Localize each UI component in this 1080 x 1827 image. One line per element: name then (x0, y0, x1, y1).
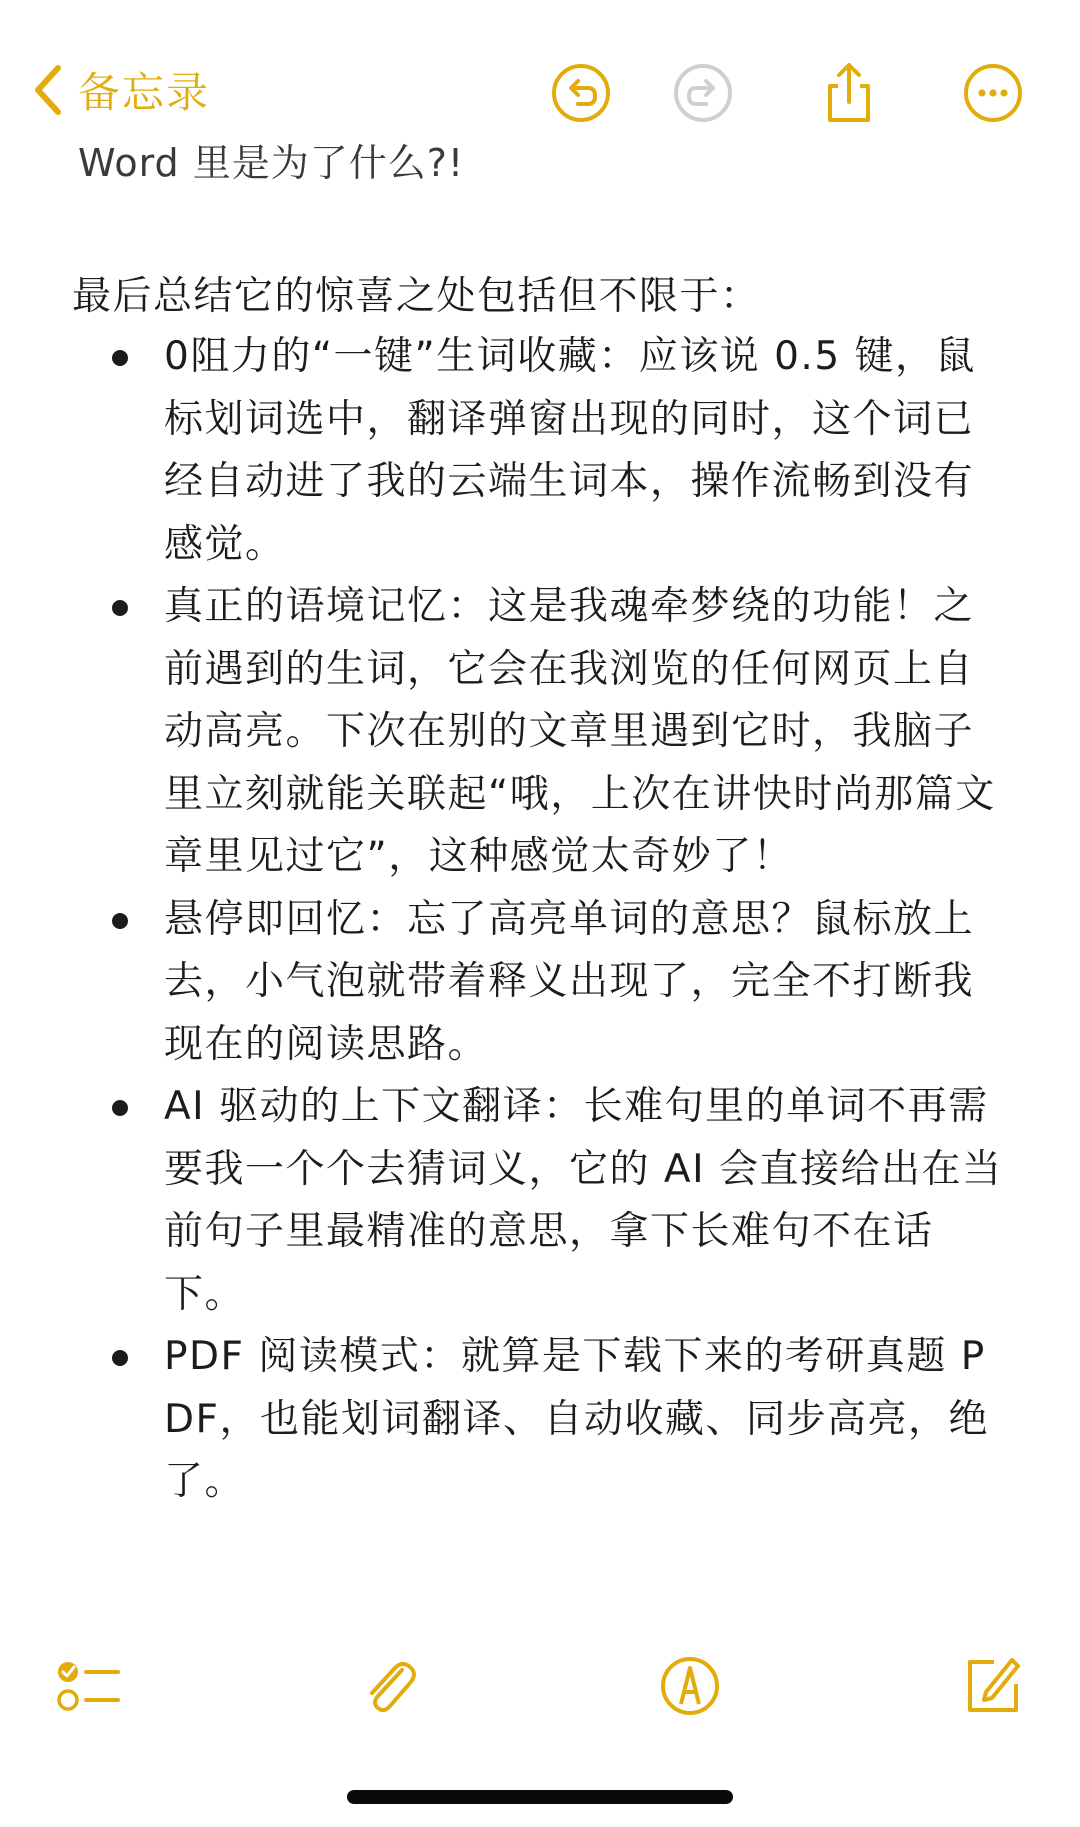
list-item (72, 576, 1012, 889)
checklist-button[interactable] (54, 1652, 122, 1720)
markup-icon (656, 1652, 724, 1720)
bullet-dot-icon (112, 600, 128, 616)
back-label: 备忘录 (78, 68, 211, 117)
compose-icon (958, 1652, 1026, 1720)
list-item (72, 1076, 1012, 1326)
more-icon (960, 60, 1026, 126)
home-indicator[interactable] (347, 1790, 733, 1804)
navigation-bar (0, 40, 1080, 140)
back-button[interactable] (30, 58, 210, 122)
bullet-dot-icon (112, 913, 128, 929)
bottom-toolbar (0, 1640, 1080, 1730)
redo-button[interactable] (670, 60, 736, 126)
bullet-dot-icon (112, 1100, 128, 1116)
bullet-dot-icon (112, 350, 128, 366)
list-item-text: AI 驱动的上下文翻译：长难句里的单词不再需要我一个个去猜词义，它的 AI 会直接给出在当前句子里最精准的意思，拿下长难句不在话下。 (164, 1084, 1003, 1317)
chevron-left-icon (30, 62, 64, 118)
share-button[interactable] (816, 60, 882, 126)
list-item (72, 1326, 1012, 1514)
list-item-text: 真正的语境记忆：这是我魂牵梦绕的功能！之前遇到的生词，它会在我浏览的任何网页上自动高亮。下次在别的文章里遇到它时，我脑子里立刻就能关联起“哦，上次在讲快时尚那篇文章里见过它”，这种感觉太奇妙了！ (164, 584, 996, 879)
compose-button[interactable] (958, 1652, 1026, 1720)
attachment-icon (356, 1652, 424, 1720)
redo-icon (670, 60, 736, 126)
bullet-list (72, 326, 1012, 1514)
undo-icon (548, 60, 614, 126)
checklist-icon (54, 1652, 122, 1720)
more-button[interactable] (960, 60, 1026, 126)
attachment-button[interactable] (356, 1652, 424, 1720)
list-item-text: 悬停即回忆：忘了高亮单词的意思？鼠标放上去，小气泡就带着释义出现了，完全不打断我现在的阅读思路。 (164, 896, 975, 1067)
summary-heading: 最后总结它的惊喜之处包括但不限于： (72, 274, 761, 319)
undo-button[interactable] (548, 60, 614, 126)
list-item (72, 889, 1012, 1077)
bullet-dot-icon (112, 1350, 128, 1366)
partial-top-line: Word 里是为了什么?! (78, 141, 465, 185)
list-item (72, 326, 1012, 576)
list-item-text: PDF 阅读模式：就算是下载下来的考研真题 PDF，也能划词翻译、自动收藏、同步高亮，绝了。 (164, 1334, 989, 1504)
list-item-text: 0阻力的“一键”生词收藏：应该说 0.5 键，鼠标划词选中，翻译弹窗出现的同时，这个词已经自动进了我的云端生词本，操作流畅到没有感觉。 (164, 334, 977, 567)
markup-button[interactable] (656, 1652, 724, 1720)
share-icon (816, 60, 882, 126)
